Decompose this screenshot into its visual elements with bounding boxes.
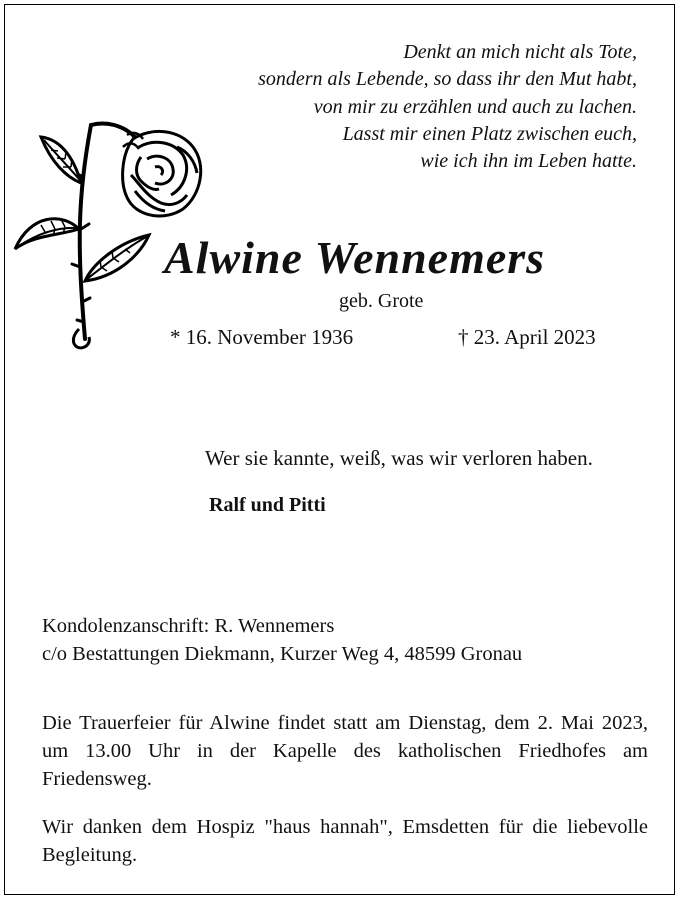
- thanks-paragraph: Wir danken dem Hospiz "haus hannah", Emsdetten für die liebevolle Begleitung.: [42, 816, 648, 866]
- deceased-name: Alwine Wennemers: [164, 232, 546, 283]
- birth-date: * 16. November 1936: [170, 325, 354, 349]
- poem-line: sondern als Lebende, so dass ihr den Mut habt,: [258, 68, 637, 91]
- funeral-paragraph: Die Trauerfeier für Alwine findet statt am Dienstag, dem 2. Mai 2023, um 13.00 Uhr in der Kapelle des katholischen Friedhofes am Friedensweg.: [42, 712, 648, 790]
- poem-line: wie ich ihn im Leben hatte.: [420, 150, 637, 173]
- poem-line: Lasst mir einen Platz zwischen euch,: [342, 122, 637, 145]
- death-date: † 23. April 2023: [458, 325, 596, 349]
- signers: Ralf und Pitti: [209, 494, 326, 516]
- condolence-line: c/o Bestattungen Diekmann, Kurzer Weg 4, 48599 Gronau: [42, 643, 523, 665]
- poem: [157, 39, 637, 175]
- condolence-address: [42, 612, 522, 668]
- maiden-name: geb. Grote: [339, 290, 424, 312]
- memorial-quote: Wer sie kannte, weiß, was wir verloren haben.: [205, 446, 593, 470]
- poem-line: von mir zu erzählen und auch zu lachen.: [313, 95, 637, 118]
- obituary-frame: [4, 4, 675, 895]
- poem-line: Denkt an mich nicht als Tote,: [403, 41, 637, 63]
- condolence-line: Kondolenzanschrift: R. Wennemers: [42, 615, 335, 637]
